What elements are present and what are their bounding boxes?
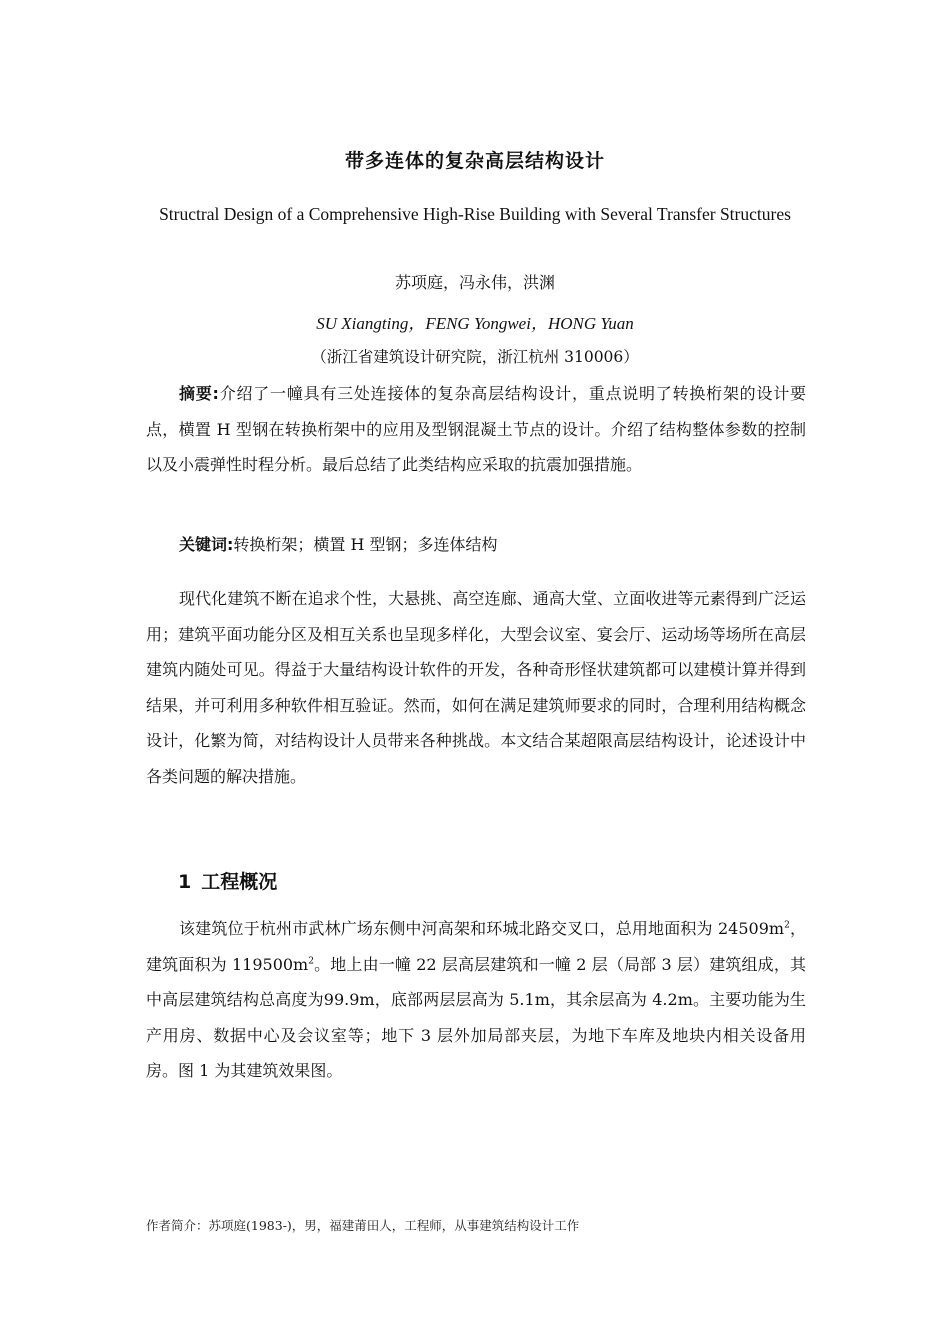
affiliation: （浙江省建筑设计研究院，浙江杭州 310006） bbox=[311, 348, 639, 366]
keywords-text: 转换桁架；横置 H 型钢；多连体结构 bbox=[233, 535, 498, 554]
abstract-text: 介绍了一幢具有三处连接体的复杂高层结构设计，重点说明了转换桁架的设计要点，横置 H 型钢在转换桁架中的应用及型钢混凝土节点的设计。介绍了结构整体参数的控制以及小震弹性时程分析。最后总结了此类结构应采取的抗震加强措施。 bbox=[146, 384, 806, 474]
paper-title-english: Structral Design of a Comprehensive High-Rise Building with Several Transfer Structures bbox=[159, 204, 791, 224]
authors: 苏项庭，冯永伟，洪渊 bbox=[394, 273, 555, 292]
section-number: 1 bbox=[178, 871, 192, 893]
overview-text-b: ，建筑面积为 119500m bbox=[146, 919, 806, 974]
abstract-label: 摘要: bbox=[179, 384, 219, 403]
section-title: 工程概况 bbox=[201, 871, 278, 893]
keywords-label: 关键词: bbox=[179, 535, 234, 554]
overview-text-a: 该建筑位于杭州市武林广场东侧中河高架和环城北路交叉口，总用地面积为 24509m bbox=[179, 919, 785, 938]
authors-english: SU Xiangting，FENG Yongwei，HONG Yuan bbox=[316, 314, 634, 333]
author-footnote: 作者简介：苏项庭(1983-)，男，福建莆田人，工程师，从事建筑结构设计工作 bbox=[146, 1218, 580, 1233]
paper-title: 带多连体的复杂高层结构设计 bbox=[344, 150, 605, 172]
abstract bbox=[146, 376, 806, 483]
superscript-a: 2 bbox=[784, 920, 790, 931]
section-heading bbox=[178, 867, 277, 894]
overview-text-c: 。地上由一幢 22 层高层建筑和一幢 2 层（局部 3 层）建筑组成，其中高层建筑结构总高度为99.9m，底部两层层高为 5.1m，其余层高为 4.2m。主要功能为生产用房、数据中心及会议室等；地下 3 层外加局部夹层，为地下车库及地块内相关设备用房。图 1 为其建筑效果图。 bbox=[146, 954, 806, 1080]
intro-paragraph: 现代化建筑不断在追求个性，大悬挑、高空连廊、通高大堂、立面收进等元素得到广泛运用；建筑平面功能分区及相互关系也呈现多样化，大型会议室、宴会厅、运动场等场所在高层建筑内随处可见。得益于大量结构设计软件的开发，各种奇形怪状建筑都可以建模计算并得到结果，并可利用多种软件相互验证。然而，如何在满足建筑师要求的同时，合理利用结构概念设计，化繁为简，对结构设计人员带来各种挑战。本文结合某超限高层结构设计，论述设计中各类问题的解决措施。 bbox=[146, 589, 806, 786]
keywords bbox=[146, 527, 806, 563]
overview-paragraph bbox=[146, 911, 806, 1089]
superscript-b: 2 bbox=[308, 956, 314, 967]
